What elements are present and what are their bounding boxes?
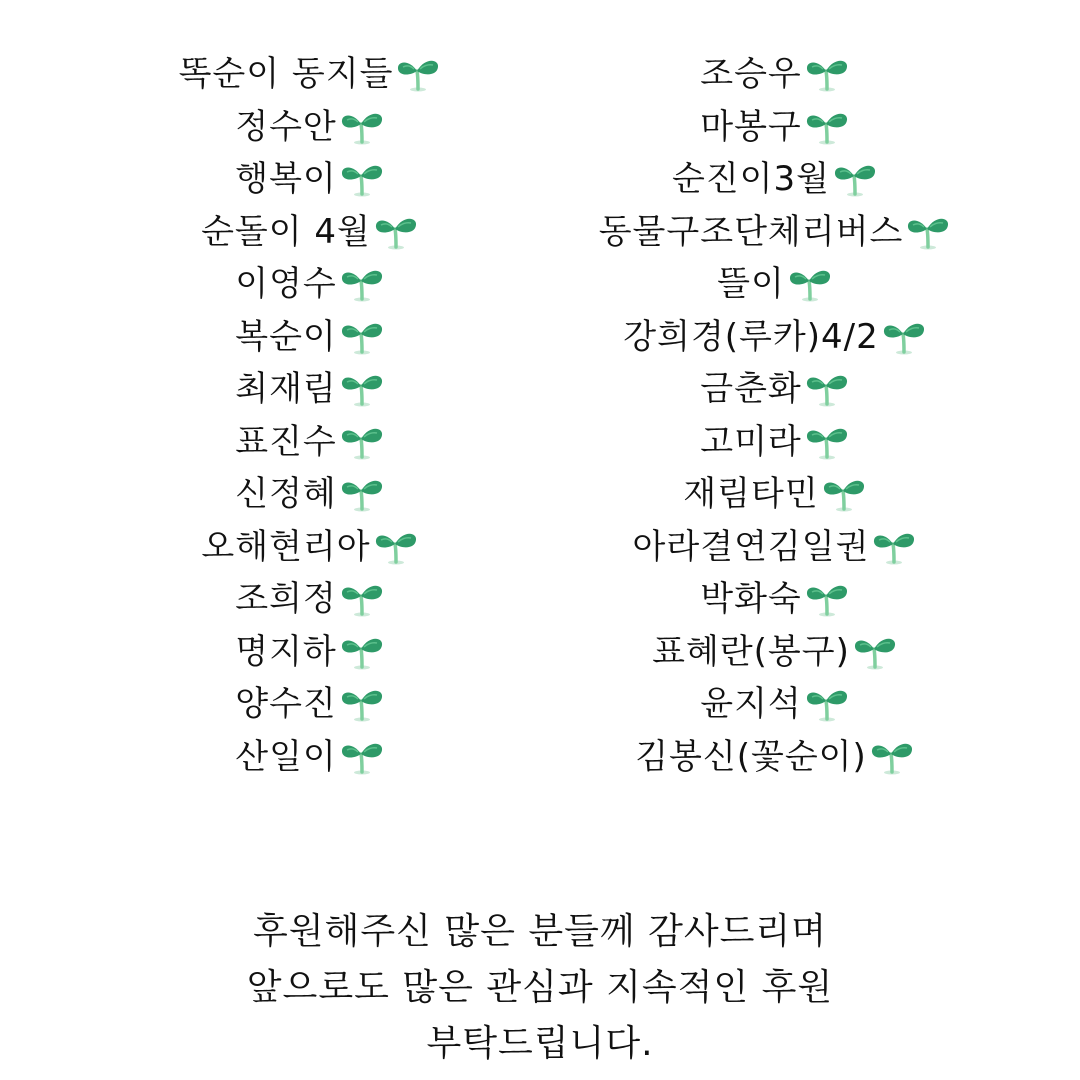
donor-list-left (120, 48, 500, 783)
donor-entry (235, 153, 385, 206)
donor-entry (235, 626, 385, 679)
donor-entry (235, 678, 385, 731)
sprout-icon (804, 55, 850, 93)
donor-name: 복순이 (235, 316, 337, 357)
sprout-icon (804, 685, 850, 723)
donor-entry (201, 206, 419, 259)
donor-name: 표혜란(봉구) (652, 631, 850, 672)
sprout-icon (339, 318, 385, 356)
donor-entry (700, 573, 850, 626)
sprout-icon (905, 213, 951, 251)
sprout-icon (339, 633, 385, 671)
donor-entry (179, 48, 442, 101)
donor-name: 재림타민 (683, 474, 819, 515)
sprout-icon (373, 213, 419, 251)
sprout-icon (373, 528, 419, 566)
sprout-icon (804, 108, 850, 146)
sprout-icon (804, 423, 850, 461)
donor-entry (599, 206, 952, 259)
donor-entry (623, 311, 926, 364)
donor-name: 뜰이 (717, 264, 785, 305)
donor-name: 금춘화 (700, 369, 802, 410)
donor-name: 최재림 (235, 369, 337, 410)
donor-name: 정수안 (235, 106, 337, 147)
donor-entry (652, 626, 898, 679)
donor-name: 김봉신(꽃순이) (635, 736, 867, 777)
donor-entry (235, 258, 385, 311)
donor-name: 순돌이 4월 (201, 211, 371, 252)
thank-you-message (140, 904, 940, 1072)
message-line-3: 부탁드립니다. (426, 1023, 654, 1064)
donor-entry (235, 311, 385, 364)
donor-name: 똑순이 동지들 (178, 54, 394, 95)
donor-name: 표진수 (235, 421, 337, 462)
sprout-icon (869, 738, 915, 776)
sprout-icon (881, 318, 927, 356)
sprout-icon (395, 55, 441, 93)
donor-name: 양수진 (235, 684, 337, 725)
donor-entry (235, 573, 385, 626)
donor-name: 윤지석 (700, 684, 802, 725)
donor-name: 강희경(루카)4/2 (623, 316, 879, 357)
sprout-icon (339, 370, 385, 408)
donor-name: 신정혜 (235, 474, 337, 515)
donor-entry (717, 258, 833, 311)
donor-name: 박화숙 (700, 579, 802, 620)
message-line-2: 앞으로도 많은 관심과 지속적인 후원 (246, 967, 834, 1008)
donor-entry (683, 468, 866, 521)
donor-name: 행복이 (235, 159, 337, 200)
sprout-icon (339, 265, 385, 303)
donor-entry (633, 521, 918, 574)
sprout-icon (339, 423, 385, 461)
donor-name: 아라결연김일권 (632, 526, 870, 567)
donor-name: 마봉구 (700, 106, 802, 147)
donor-entry (700, 678, 850, 731)
donor-entry (700, 48, 850, 101)
sprout-icon (339, 160, 385, 198)
donor-entry (672, 153, 878, 206)
donor-name: 고미라 (700, 421, 802, 462)
donor-name: 이영수 (235, 264, 337, 305)
donor-name: 오해현리아 (201, 526, 371, 567)
donor-entry (700, 416, 850, 469)
donor-entry (201, 521, 418, 574)
donor-name: 순진이3월 (671, 159, 830, 200)
sprout-icon (339, 580, 385, 618)
sprout-icon (832, 160, 878, 198)
donor-name: 산일이 (235, 736, 337, 777)
sprout-icon (339, 738, 385, 776)
donor-entry (235, 468, 385, 521)
donor-entry (700, 101, 850, 154)
donor-name: 동물구조단체리버스 (598, 211, 904, 252)
donor-entry (235, 416, 385, 469)
sprout-icon (804, 580, 850, 618)
sprout-icon (339, 108, 385, 146)
sprout-icon (821, 475, 867, 513)
donor-name: 조희정 (235, 579, 337, 620)
sprout-icon (871, 528, 917, 566)
sprout-icon (339, 685, 385, 723)
donor-entry (235, 363, 385, 416)
message-line-1: 후원해주신 많은 분들께 감사드리며 (253, 911, 827, 952)
donor-entry (700, 363, 850, 416)
donor-entry (235, 101, 385, 154)
sprout-icon (787, 265, 833, 303)
sprout-icon (804, 370, 850, 408)
sprout-icon (339, 475, 385, 513)
sprout-icon (852, 633, 898, 671)
donor-entry (235, 731, 385, 784)
donor-list-right (560, 48, 990, 783)
donor-name: 명지하 (235, 631, 337, 672)
donor-entry (635, 731, 915, 784)
donor-name: 조승우 (700, 54, 802, 95)
